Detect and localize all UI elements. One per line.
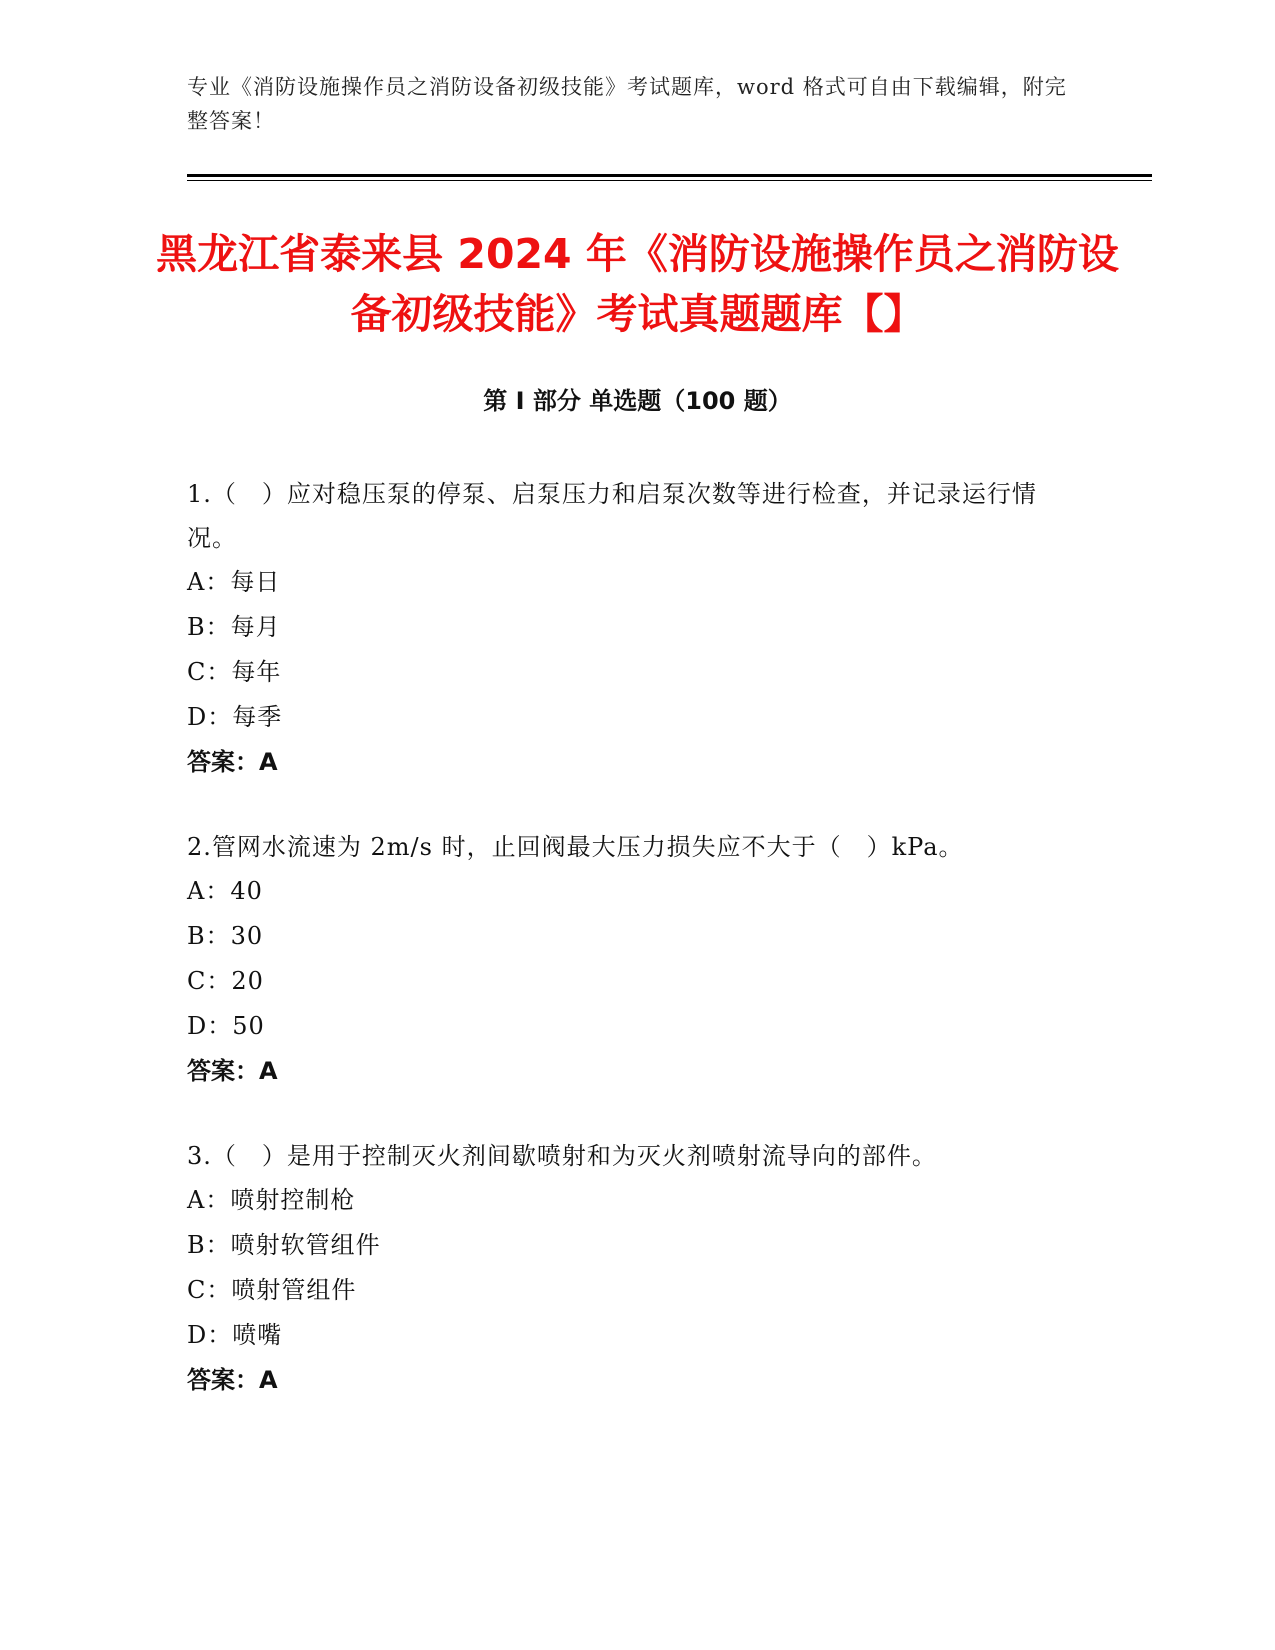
option-c: C：每年 bbox=[187, 658, 282, 686]
header-divider-thick bbox=[187, 174, 1152, 177]
header-note: 专业《消防设施操作员之消防设备初级技能》考试题库，word 格式可自由下载编辑，附完整答案！ bbox=[187, 75, 1067, 133]
option-a: A：40 bbox=[187, 877, 263, 905]
option-d: D：50 bbox=[187, 1012, 265, 1040]
option-d: D：每季 bbox=[187, 703, 283, 731]
answer: 答案：A bbox=[187, 748, 278, 776]
option-b: B：喷射软管组件 bbox=[187, 1231, 381, 1259]
option-a: A：喷射控制枪 bbox=[187, 1186, 356, 1214]
header-divider-thin bbox=[187, 180, 1152, 181]
answer: 答案：A bbox=[187, 1057, 278, 1085]
answer: 答案：A bbox=[187, 1366, 278, 1394]
question-3 bbox=[187, 1134, 1067, 1403]
option-a: A：每日 bbox=[187, 568, 281, 596]
option-c: C：20 bbox=[187, 967, 264, 995]
option-c: C：喷射管组件 bbox=[187, 1276, 357, 1304]
question-stem: 3.（ ）是用于控制灭火剂间歇喷射和为灭火剂喷射流导向的部件。 bbox=[187, 1142, 937, 1170]
option-b: B：30 bbox=[187, 922, 264, 950]
question-1 bbox=[187, 472, 1067, 785]
section-title: 第 I 部分 单选题（100 题） bbox=[483, 387, 792, 415]
question-stem: 1.（ ）应对稳压泵的停泵、启泵压力和启泵次数等进行检查，并记录运行情况。 bbox=[187, 480, 1037, 552]
question-stem: 2.管网水流速为 2m/s 时，止回阀最大压力损失应不大于（ ）kPa。 bbox=[187, 833, 964, 861]
document-title: 黑龙江省泰来县 2024 年《消防设施操作员之消防设备初级技能》考试真题题库【】 bbox=[156, 230, 1119, 338]
option-b: B：每月 bbox=[187, 613, 281, 641]
question-2 bbox=[187, 825, 1067, 1094]
option-d: D：喷嘴 bbox=[187, 1321, 283, 1349]
question-list bbox=[187, 472, 1067, 1443]
